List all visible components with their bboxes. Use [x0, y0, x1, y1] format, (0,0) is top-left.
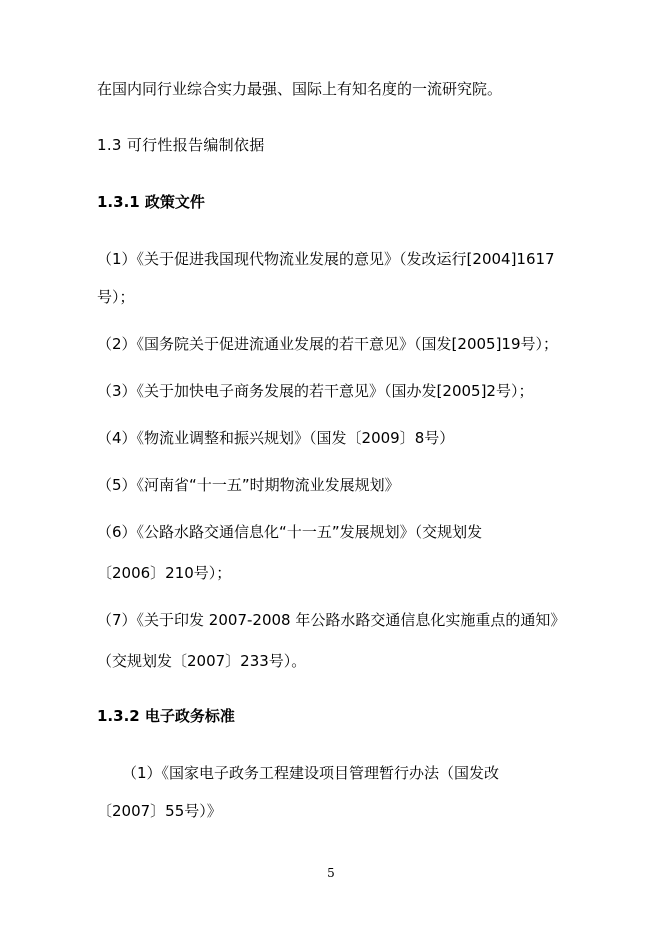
standard-item-1-line1: （1）《国家电子政务工程建设项目管理暂行办法（国发改	[122, 764, 500, 782]
page-number: 5	[327, 866, 335, 880]
policy-item-6-line2: 〔2006〕210号）；	[97, 564, 232, 582]
policy-item-1-line1: （1）《关于促进我国现代物流业发展的意见》（发改运行[2004]1617	[97, 250, 555, 268]
subsection-heading-1-3-1: 1.3.1 政策文件	[97, 193, 205, 211]
policy-item-2: （2）《国务院关于促进流通业发展的若干意见》（国发[2005]19号）；	[97, 335, 559, 353]
intro-text: 在国内同行业综合实力最强、国际上有知名度的一流研究院。	[97, 80, 503, 98]
policy-item-7-line1: （7）《关于印发 2007-2008 年公路水路交通信息化实施重点的通知》	[97, 611, 566, 629]
policy-item-3: （3）《关于加快电子商务发展的若干意见》（国办发[2005]2号）；	[97, 382, 534, 400]
section-heading-1-3: 1.3 可行性报告编制依据	[97, 136, 265, 154]
standard-item-1-line2: 〔2007〕55号）》	[97, 802, 222, 820]
subsection-heading-1-3-2: 1.3.2 电子政务标准	[97, 707, 235, 725]
policy-item-1-line2: 号）；	[97, 288, 135, 306]
policy-item-7-line2: （交规划发〔2007〕233号）。	[97, 652, 307, 670]
policy-item-4: （4）《物流业调整和振兴规划》（国发〔2009〕8号）	[97, 429, 455, 447]
policy-item-5: （5）《河南省“十一五”时期物流业发展规划》	[97, 476, 400, 494]
policy-item-6-line1: （6）《公路水路交通信息化“十一五”发展规划》（交规划发	[97, 523, 483, 541]
